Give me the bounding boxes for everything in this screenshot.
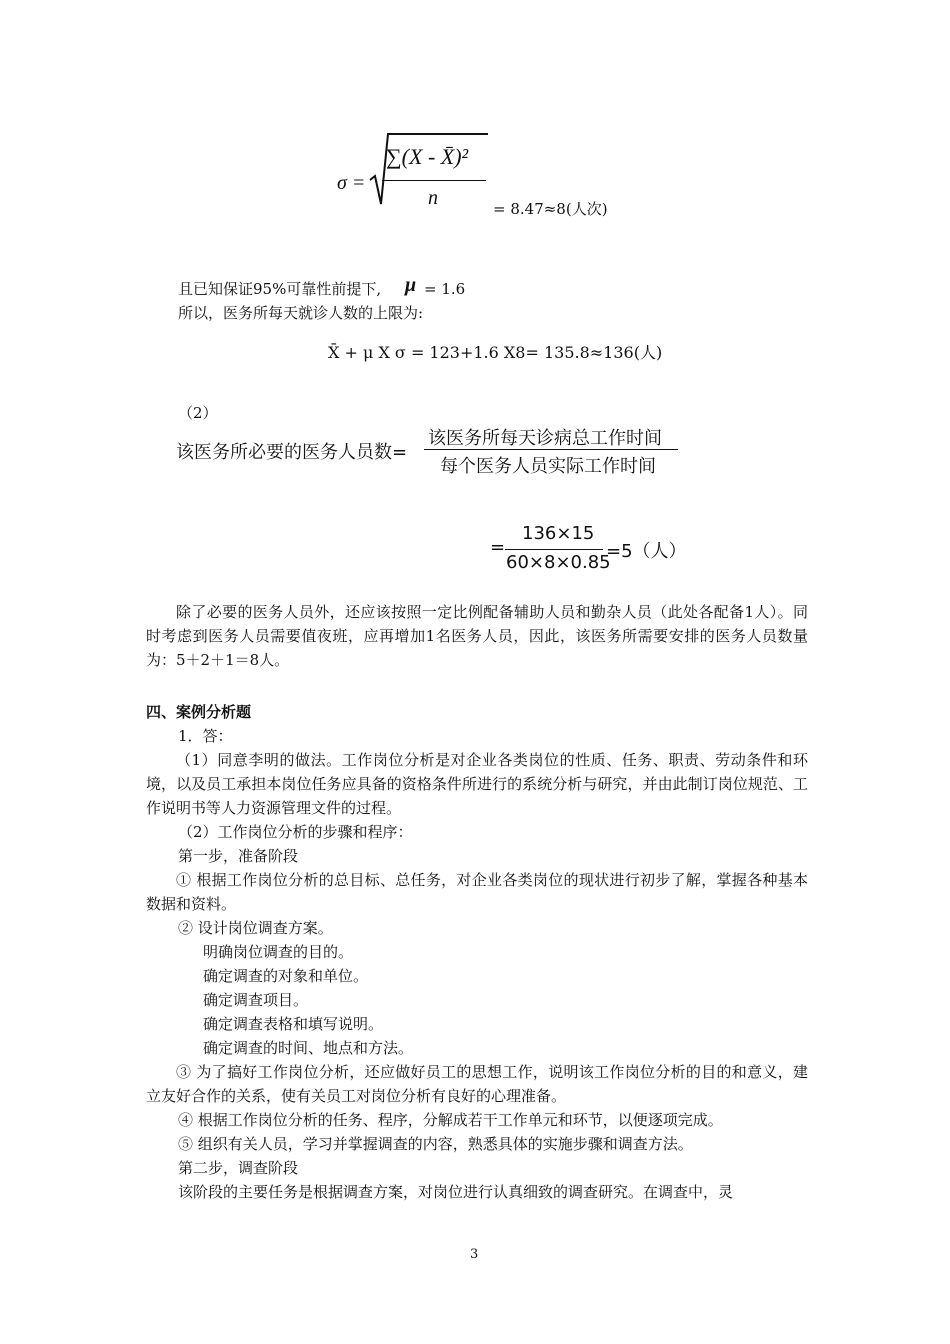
calc-denominator: 60×8×0.85 [506, 552, 611, 573]
step2-heading: 第二步，调查阶段 [178, 1159, 299, 1177]
staff-numerator: 该医务所每天诊病总工作时间 [428, 428, 662, 449]
survey-sub-item: 确定调查的时间、地点和方法。 [203, 1039, 414, 1057]
sigma-lhs: σ = [337, 172, 366, 194]
mu-value: = 1.6 [424, 280, 466, 298]
step1-item-4: ④ 根据工作岗位分析的任务、程序，分解成若干工作单元和环节，以便逐项完成。 [178, 1111, 723, 1129]
sigma-numerator: ∑(X - X̄)² [386, 144, 469, 169]
staff-fraction-bar [424, 449, 678, 450]
known-mu-text: 且已知保证95%可靠性前提下, [178, 280, 382, 298]
therefore-text: 所以，医务所每天就诊人数的上限为: [178, 304, 424, 322]
survey-sub-item: 确定调查项目。 [203, 991, 309, 1009]
survey-sub-item: 确定调查表格和填写说明。 [203, 1015, 384, 1033]
answer-label: 1．答： [178, 727, 233, 745]
step1-item-5: ⑤ 组织有关人员，学习并掌握调查的内容，熟悉具体的实施步骤和调查方法。 [178, 1135, 693, 1153]
mu-symbol: μ [405, 274, 417, 296]
section-heading: 四、案例分析题 [146, 703, 252, 721]
staff-label: 该医务所必要的医务人员数= [176, 442, 408, 463]
calc-fraction-bar [505, 549, 603, 550]
upper-limit-formula: X̄ + μ X σ = 123+1.6 X8= 135.8≈136(人) [328, 343, 663, 362]
calc-numerator: 136×15 [522, 523, 595, 544]
step1-item-3: ③ 为了搞好工作岗位分析，还应做好员工的思想工作，说明该工作岗位分析的目的和意义，建立友好合作的关系，使有关员工对岗位分析有良好的心理准备。 [146, 1063, 808, 1105]
step1-item-1: ① 根据工作岗位分析的总目标、总任务，对企业各类岗位的现状进行初步了解，掌握各种基本数据和资料。 [146, 871, 808, 913]
calc-eq: = [490, 537, 506, 558]
survey-sub-item: 明确岗位调查的目的。 [203, 943, 354, 961]
survey-sub-item: 确定调查的对象和单位。 [203, 967, 369, 985]
answer-paragraph-2: （2）工作岗位分析的步骤和程序： [178, 823, 413, 841]
answer-paragraph-1: （1）同意李明的做法。工作岗位分析是对企业各类岗位的性质、任务、职责、劳动条件和环境，以及员工承担本岗位任务应具备的资格条件所进行的系统分析与研究，并由此制订岗位规范、工作说明书等人力资源管理文件的过程。 [146, 751, 808, 817]
sigma-denominator: n [428, 187, 438, 209]
staff-paragraph: 除了必要的医务人员外，还应该按照一定比例配备辅助人员和勤杂人员（此处各配备1人）。同时考虑到医务人员需要值夜班，应再增加1名医务人员，因此，该医务所需要安排的医务人员数量为：5＋2＋1＝8人。 [146, 603, 808, 669]
sigma-fraction-bar [382, 180, 486, 181]
step2-paragraph: 该阶段的主要任务是根据调查方案，对岗位进行认真细致的调查研究。在调查中，灵 [178, 1183, 734, 1201]
staff-denominator: 每个医务人员实际工作时间 [440, 456, 656, 477]
calc-result: =5（人） [606, 541, 687, 562]
part2-label: （2） [178, 404, 218, 422]
step1-item-2: ② 设计岗位调查方案。 [178, 919, 333, 937]
step1-heading: 第一步，准备阶段 [178, 847, 299, 865]
page-number: 3 [470, 1247, 479, 1262]
sigma-result: = 8.47≈8(人次) [493, 200, 608, 218]
